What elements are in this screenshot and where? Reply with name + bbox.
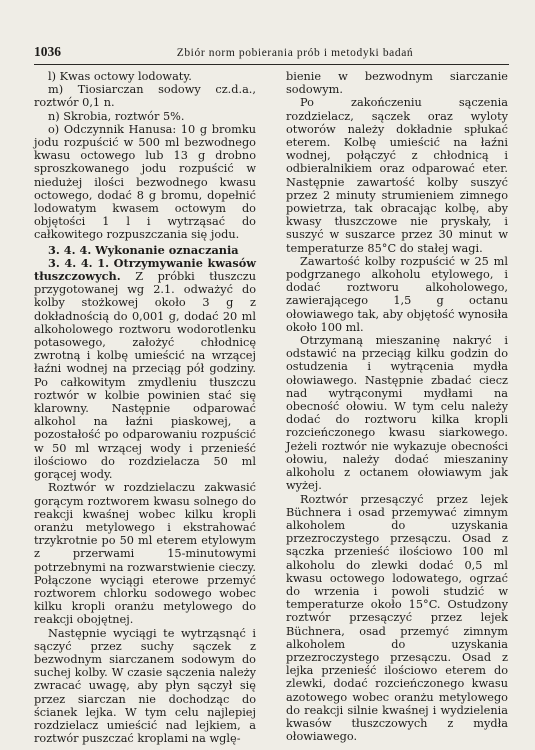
reagent-item-n: n) Skrobia, roztwór 5%. xyxy=(48,109,185,123)
header-rule xyxy=(34,64,509,65)
section-heading: 3. 4. 4. Wykonanie oznaczania xyxy=(48,242,239,257)
paragraph: Zawartość kolby rozpuścić w 25 ml podgrzanego alkoholu etylowego, i dodać roztworu alkoholowego, zawierającego 1,5 g octanu ołowiawego tak, aby objętość wynosiła około 100 ml. xyxy=(286,254,508,334)
paragraph: Otrzymaną mieszaninę nakryć i odstawić na przeciąg kilku godzin do ostudzenia i wytrącenia mydła ołowiawego. Następnie zbadać ciecz nad wytrąconymi mydłami na obecność ołowiu. W tym celu należy dodać do roztworu kilka kropli rozcieńczonego kwasu siarkowego. Jeżeli roztwór nie wykazuje obecności ołowiu, należy dodać mieszaniny alkoholu z octanem ołowiawym jak wyżej. xyxy=(286,334,508,493)
running-title: Zbiór norm pobierania prób i metodyki badań xyxy=(176,47,414,59)
paragraph: Roztwór w rozdzielaczu zakwasić gorącym roztworem kwasu solnego do reakcji kwaśnej wobec kilku kropli oranżu metylowego i ekstrahować trzykrotnie po 50 ml eterem etylowym z przerwami 15-minutowymi potrzebnymi na rozwarstwienie cieczy. Połączone wyciągi eterowe przemyć roztworem chlorku sodowego wobec kilku kropli oranżu metylowego do reakcji obojętnej. xyxy=(34,481,256,627)
paragraph: Następnie wyciągi te wytrząsnąć i sączyć przez suchy sączek z bezwodnym siarczanem sodowym do suchej kolby. W czasie sączenia należy zwracać uwagę, aby płyn sączył się przez siarczan nie dochodząc do ścianek lejka. W tym celu najlepiej rozdzielacz umieścić nad lejkiem, a roztwór puszczać kroplami na wglę- xyxy=(34,626,256,746)
reagent-item-o: o) Odczynnik Hanusa: 10 g bromku jodu rozpuścić w 500 ml bezwodnego kwasu octowego lub 13 g drobno sproszkowanego jodu rozpuścić w niedużej ilości bezwodnego kwasu octowego, dodać 8 g bromu, dopełnić lodowatym kwasem octowym do objętości 1 l i wytrząsać do całkowitego rozpuszczania się jodu. xyxy=(34,122,256,242)
paragraph-text: Z próbki tłuszczu przygotowanej wg 2.1. odważyć do kolby stożkowej około 3 g z dokładnością do 0,001 g, dodać 20 ml alkoholowego roztworu wodorotlenku potasowego, założyć chłodnicę zwrotną i kolbę umieścić na wrzącej łaźni wodnej na przeciąg pół godziny. Po całkowitym zmydleniu tłuszczu roztwór w kolbie powinien stać się klarowny. Następnie odparować alkohol na łaźni piaskowej, a pozostałość po odparowaniu rozpuścić w 50 ml wrzącej wody i przenieść ilościowo do rozdzielacza 50 ml gorącej wody. xyxy=(34,270,256,482)
left-column xyxy=(34,70,256,745)
page-header xyxy=(34,44,509,60)
reagent-item-m: m) Tiosiarczan sodowy cz.d.a., roztwór 0,1 n. xyxy=(34,83,256,110)
page-number: 1036 xyxy=(34,44,61,59)
paragraph: Roztwór przesączyć przez lejek Büchnera i osad przemywać zimnym alkoholem do uzyskania przezroczystego przesączu. Osad z sączka przenieść ilościowo 100 ml alkoholu do zlewki dodać 0,5 ml kwasu octowego lodowatego, ogrzać do wrzenia i powoli studzić w temperaturze około 15°C. Ostudzony roztwór przesączyć przez lejek Büchnera, osad przemyć zimnym alkoholem do uzyskania przezroczystego przesączu. Osad z lejka przenieść ilościowo eterem do zlewki, dodać rozcieńczonego kwasu azotowego wobec oranżu metylowego do reakcji silnie kwaśnej i wydzielenia kwasów tłuszczowych z mydła ołowiawego. xyxy=(286,492,508,744)
right-column xyxy=(286,70,508,743)
paragraph: Po zakończeniu sączenia rozdzielacz, sączek oraz wyloty otworów należy dokładnie spłukać eterem. Kolbę umieścić na łaźni wodnej, połączyć z chłodnicą i odbieralnikiem oraz odparować eter. Następnie zawartość kolby suszyć przez 2 minuty strumieniem zimnego powietrza, tak obracając kolbę, aby kwasy tłuszczowe nie pryskały, i suszyć w suszarce przez 30 minut w temperaturze 85°C do stałej wagi. xyxy=(286,96,508,255)
subsection-paragraph xyxy=(34,257,256,481)
paragraph: bienie w bezwodnym siarczanie sodowym. xyxy=(286,70,508,97)
subsection-heading: 3. 4. 4. 1. Otrzymywanie kwasów tłuszczowych. xyxy=(34,255,256,284)
reagent-item-l: l) Kwas octowy lodowaty. xyxy=(48,70,192,83)
